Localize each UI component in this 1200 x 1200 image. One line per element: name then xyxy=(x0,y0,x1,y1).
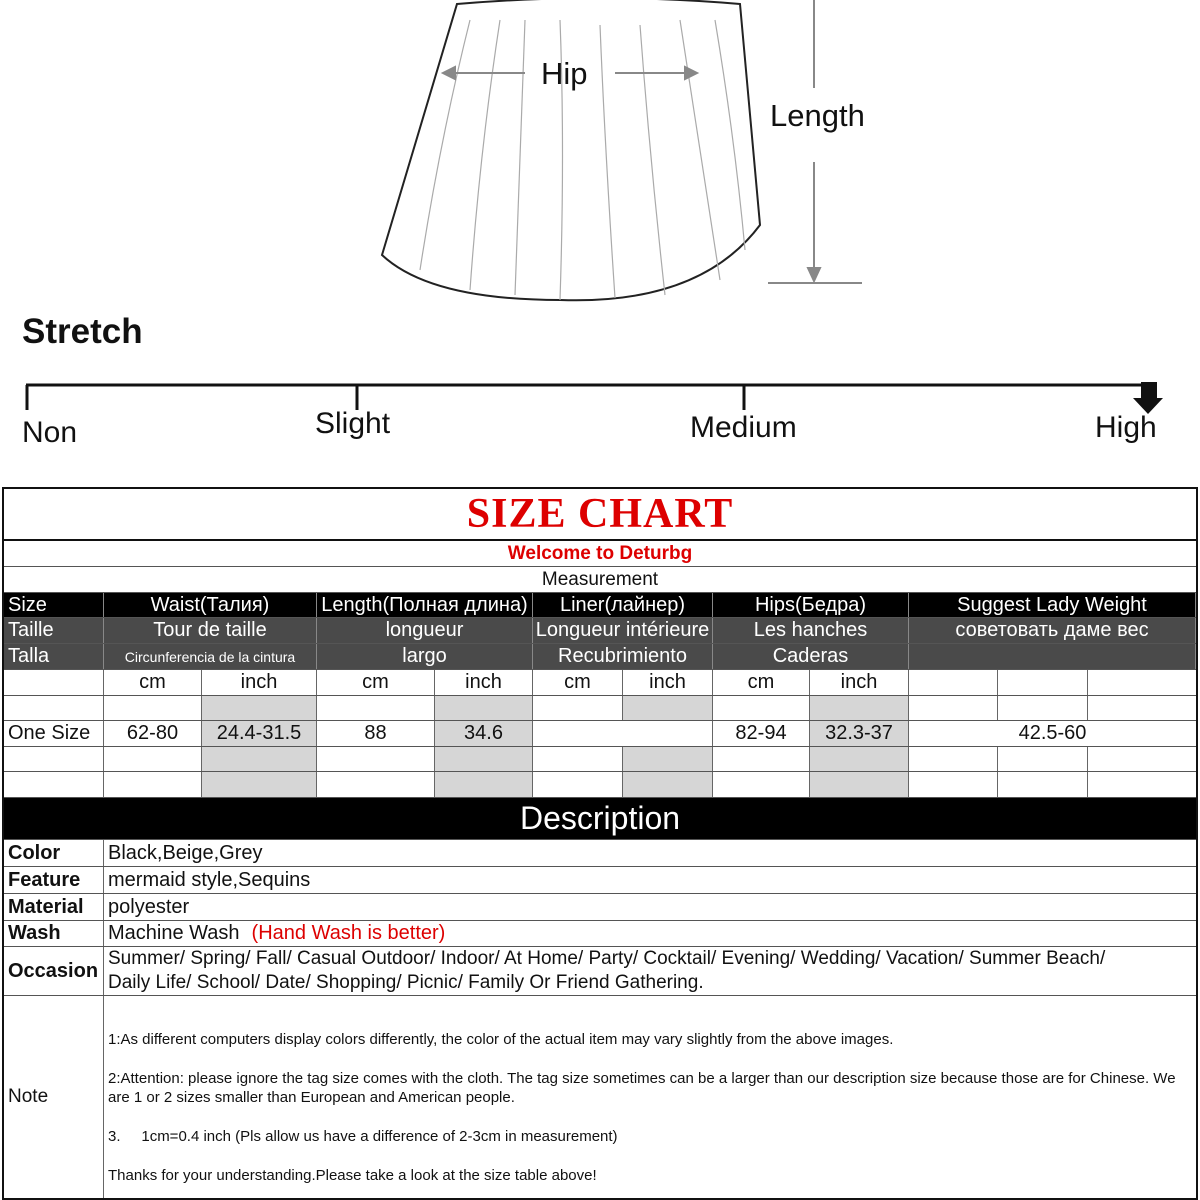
blank-row-2 xyxy=(4,747,1196,772)
size-chart-title-row xyxy=(4,489,1196,541)
unit-weight-b xyxy=(998,670,1088,695)
header-es-waist: Circunferencia de la cintura xyxy=(104,644,317,669)
hip-label: Hip xyxy=(541,56,588,91)
blank-cell xyxy=(202,696,317,720)
blank-cell xyxy=(4,747,104,771)
header-es-length: largo xyxy=(317,644,533,669)
wash-label: Wash xyxy=(4,921,104,946)
blank-cell xyxy=(4,696,104,720)
color-value: Black,Beige,Grey xyxy=(108,841,263,864)
blank-cell xyxy=(533,747,623,771)
occasion-row xyxy=(4,947,1196,996)
unit-weight-c xyxy=(1088,670,1196,695)
occasion-value xyxy=(104,947,1196,995)
blank-cell xyxy=(435,696,533,720)
blank-cell xyxy=(317,696,435,720)
hips-inch-value: 32.3-37 xyxy=(810,721,909,746)
waist-cm-value: 62-80 xyxy=(104,721,202,746)
blank-row-1 xyxy=(4,696,1196,721)
color-label: Color xyxy=(4,840,104,866)
blank-cell xyxy=(1088,772,1196,797)
stretch-level-non: Non xyxy=(22,416,78,449)
feature-label: Feature xyxy=(4,867,104,893)
blank-cell xyxy=(1088,696,1196,720)
wash-value: Machine Wash xyxy=(108,922,240,944)
size-data-row xyxy=(4,721,1196,747)
occasion-label: Occasion xyxy=(4,947,104,995)
blank-cell xyxy=(810,772,909,797)
blank-cell xyxy=(104,747,202,771)
note-2a: 2:Attention: please ignore the tag size comes with the cloth. The tag size sometimes can be a larger than our description size because those are for Chinese. We xyxy=(108,1070,1176,1087)
unit-waist-cm: cm xyxy=(104,670,202,695)
header-liner: Liner(лайнер) xyxy=(533,593,713,617)
units-row xyxy=(4,670,1196,696)
description-title: Description xyxy=(4,798,1196,840)
blank-cell xyxy=(202,747,317,771)
stretch-level-high: High xyxy=(1095,411,1157,444)
blank-cell xyxy=(713,747,810,771)
header-row-en xyxy=(4,593,1196,618)
skirt-outline xyxy=(382,0,760,300)
unit-waist-inch: inch xyxy=(202,670,317,695)
header-es-hips: Caderas xyxy=(713,644,909,669)
unit-liner-inch: inch xyxy=(623,670,713,695)
blank-cell xyxy=(810,696,909,720)
waist-inch-value: 24.4-31.5 xyxy=(202,721,317,746)
blank-cell xyxy=(202,772,317,797)
color-row xyxy=(4,840,1196,867)
blank-cell xyxy=(998,696,1088,720)
unit-weight-a xyxy=(909,670,998,695)
blank-cell xyxy=(713,696,810,720)
blank-cell xyxy=(713,772,810,797)
header-es-size: Talla xyxy=(4,644,104,669)
header-es-liner: Recubrimiento xyxy=(533,644,713,669)
blank-cell xyxy=(317,772,435,797)
blank-cell xyxy=(533,696,623,720)
blank-cell xyxy=(104,696,202,720)
occasion-line-2: Daily Life/ School/ Date/ Shopping/ Picnic/ Family Or Friend Gathering. xyxy=(108,972,704,993)
header-fr-length: longueur xyxy=(317,618,533,643)
header-hips: Hips(Бедра) xyxy=(713,593,909,617)
header-row-es xyxy=(4,644,1196,670)
blank-cell xyxy=(909,747,998,771)
unit-hips-cm: cm xyxy=(713,670,810,695)
size-chart-title: SIZE CHART xyxy=(466,491,734,537)
welcome-text: Welcome to Deturbg xyxy=(4,541,1196,567)
stretch-level-medium: Medium xyxy=(690,411,797,444)
length-inch-value: 34.6 xyxy=(435,721,533,746)
feature-value: mermaid style,Sequins xyxy=(108,868,311,891)
wash-row xyxy=(4,921,1196,947)
wash-note: (Hand Wash is better) xyxy=(251,922,446,944)
note-label: Note xyxy=(4,996,104,1198)
blank-cell xyxy=(909,772,998,797)
size-value: One Size xyxy=(4,721,104,746)
header-fr-waist: Tour de taille xyxy=(104,618,317,643)
wash-value-cell xyxy=(104,921,1196,946)
blank-row-3 xyxy=(4,772,1196,798)
units-blank xyxy=(4,670,104,695)
blank-cell xyxy=(810,747,909,771)
header-fr-size: Taille xyxy=(4,618,104,643)
feature-row xyxy=(4,867,1196,894)
note-1: 1:As different computers display colors differently, the color of the actual item may vary slightly from the above images. xyxy=(108,1031,894,1048)
length-label: Length xyxy=(770,98,865,133)
note-2b: are 1 or 2 sizes smaller than European and American people. xyxy=(108,1089,515,1106)
note-4: Thanks for your understanding.Please take a look at the size table above! xyxy=(108,1167,597,1184)
stretch-marker-stem xyxy=(1141,382,1157,398)
liner-value xyxy=(533,721,713,746)
weight-value: 42.5-60 xyxy=(1018,722,1087,744)
occasion-line-1: Summer/ Spring/ Fall/ Casual Outdoor/ Indoor/ At Home/ Party/ Cocktail/ Evening/ Wedding/ Vacation/ Summer Beach/ xyxy=(108,948,1106,969)
blank-cell xyxy=(4,772,104,797)
blank-cell xyxy=(435,747,533,771)
blank-cell xyxy=(623,772,713,797)
length-arrow xyxy=(768,0,862,283)
header-weight: Suggest Lady Weight xyxy=(909,593,1196,617)
header-length: Length(Полная длина) xyxy=(317,593,533,617)
note-3: 3. 1cm=0.4 inch (Pls allow us have a difference of 2-3cm in measurement) xyxy=(108,1128,618,1145)
length-cm-value: 88 xyxy=(317,721,435,746)
unit-length-cm: cm xyxy=(317,670,435,695)
blank-cell xyxy=(104,772,202,797)
header-waist: Waist(Талия) xyxy=(104,593,317,617)
header-row-fr xyxy=(4,618,1196,644)
header-es-weight xyxy=(909,644,1196,669)
unit-length-inch: inch xyxy=(435,670,533,695)
blank-cell xyxy=(998,772,1088,797)
header-fr-weight: советовать даме вес xyxy=(909,618,1196,643)
blank-cell xyxy=(623,747,713,771)
measurement-label: Measurement xyxy=(4,567,1196,593)
note-row xyxy=(4,996,1196,1198)
stretch-scale xyxy=(0,370,1200,420)
blank-cell xyxy=(1088,747,1196,771)
skirt-diagram xyxy=(0,0,1200,310)
blank-cell xyxy=(435,772,533,797)
material-row xyxy=(4,894,1196,921)
header-fr-hips: Les hanches xyxy=(713,618,909,643)
blank-cell xyxy=(317,747,435,771)
stretch-title: Stretch xyxy=(22,312,143,351)
blank-cell xyxy=(533,772,623,797)
blank-cell xyxy=(998,747,1088,771)
material-label: Material xyxy=(4,894,104,920)
unit-liner-cm: cm xyxy=(533,670,623,695)
size-chart xyxy=(2,487,1198,1200)
blank-cell xyxy=(623,696,713,720)
stretch-level-slight: Slight xyxy=(315,407,391,440)
header-size: Size xyxy=(4,593,104,617)
material-value: polyester xyxy=(108,895,190,918)
header-fr-liner: Longueur intérieure xyxy=(533,618,713,643)
hips-cm-value: 82-94 xyxy=(713,721,810,746)
blank-cell xyxy=(909,696,998,720)
unit-hips-inch: inch xyxy=(810,670,909,695)
